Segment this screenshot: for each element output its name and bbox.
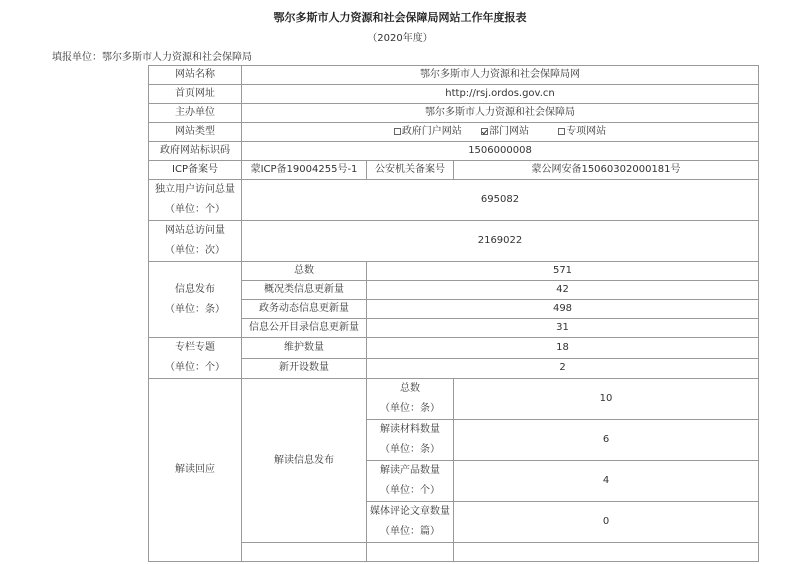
info-overview-value: 42 [367,281,759,300]
interp-total-value: 10 [454,379,759,420]
police-label: 公安机关备案号 [367,161,454,180]
site-type-label: 网站类型 [149,123,242,142]
info-publish-unit: （单位：条） [165,303,225,315]
unique-visitors-unit: （单位：个） [165,204,225,215]
option-department-label: 部门网站 [489,126,529,137]
site-name-label: 网站名称 [149,66,242,85]
gov-id-value: 1506000008 [242,142,759,161]
columns-title: 专栏专题 [175,342,215,353]
columns-new-value: 2 [367,358,759,379]
gov-id-label: 政府网站标识码 [149,142,242,161]
interp-total-unit: （单位：条） [380,403,440,414]
total-visits-label [149,221,242,262]
home-url-label: 首页网址 [149,85,242,104]
icp-label: ICP备案号 [149,161,242,180]
interpretation-label: 解读回应 [149,379,242,562]
unique-visitors-label [149,180,242,221]
icp-value: 蒙ICP备19004255号-1 [242,161,367,180]
interp-cut-cell [367,543,454,562]
columns-maintained-label: 维护数量 [242,338,367,359]
interp-cut-cell [242,543,367,562]
police-value: 蒙公网安备15060302000181号 [454,161,759,180]
table-row [149,379,759,420]
interp-media-unit: （单位：篇） [380,526,440,537]
interp-total-title: 总数 [400,383,420,394]
interp-material-unit: （单位：条） [380,444,440,455]
columns-label [149,338,242,379]
columns-new-label: 新开设数量 [242,358,367,379]
total-visits-value: 2169022 [242,221,759,262]
home-url-value: http://rsj.ordos.gov.cn [242,85,759,104]
total-visits-unit: （单位：次） [165,245,225,256]
info-news-value: 498 [367,300,759,319]
columns-maintained-value: 18 [367,338,759,359]
sponsor-value: 鄂尔多斯市人力资源和社会保障局 [242,104,759,123]
table-row [149,180,759,221]
info-total-value: 571 [367,262,759,281]
interp-product-title: 解读产品数量 [380,465,440,476]
total-visits-title: 网站总访问量 [165,225,225,236]
option-portal-label: 政府门户网站 [401,126,462,137]
table-row [149,123,759,142]
interp-media-label [367,502,454,543]
info-news-label: 政务动态信息更新量 [242,300,367,319]
columns-unit: （单位：个） [165,362,225,373]
interp-product-value: 4 [454,461,759,502]
table-row [149,66,759,85]
report-title: 鄂尔多斯市人力资源和社会保障局网站工作年度报表 [273,11,527,24]
interp-material-value: 6 [454,420,759,461]
option-special-label: 专项网站 [566,126,607,137]
option-portal[interactable] [394,123,462,141]
interp-material-title: 解读材料数量 [380,424,440,435]
table-row [149,338,759,359]
report-year: （2020年度） [367,33,433,44]
unique-visitors-value: 695082 [242,180,759,221]
interp-product-unit: （单位：个） [380,485,440,496]
option-special[interactable] [558,123,606,141]
table-row [149,161,759,180]
checkbox-checked-icon[interactable] [481,128,488,135]
site-name-value: 鄂尔多斯市人力资源和社会保障局网 [242,66,759,85]
info-publish-title: 信息发布 [175,283,215,295]
info-catalog-label: 信息公开目录信息更新量 [242,319,367,338]
info-catalog-value: 31 [367,319,759,338]
table-row [149,262,759,281]
interp-product-label [367,461,454,502]
interp-media-value: 0 [454,502,759,543]
sponsor-label: 主办单位 [149,104,242,123]
interp-material-label [367,420,454,461]
filling-unit: 填报单位：鄂尔多斯市人力资源和社会保障局 [52,52,252,63]
checkbox-icon[interactable] [394,128,401,135]
interp-cut-cell [454,543,759,562]
info-total-label: 总数 [242,262,367,281]
interp-media-title: 媒体评论文章数量 [370,506,450,517]
interpretation-sub-label: 解读信息发布 [242,379,367,543]
site-type-options [242,123,759,142]
table-row [149,142,759,161]
table-row [149,104,759,123]
info-publish-label [149,262,242,338]
report-table [148,65,759,562]
checkbox-icon[interactable] [558,128,565,135]
unique-visitors-title: 独立用户访问总量 [155,184,235,195]
table-row [149,85,759,104]
table-row [149,221,759,262]
option-department[interactable] [481,123,529,141]
interp-total-label [367,379,454,420]
info-overview-label: 概况类信息更新量 [242,281,367,300]
